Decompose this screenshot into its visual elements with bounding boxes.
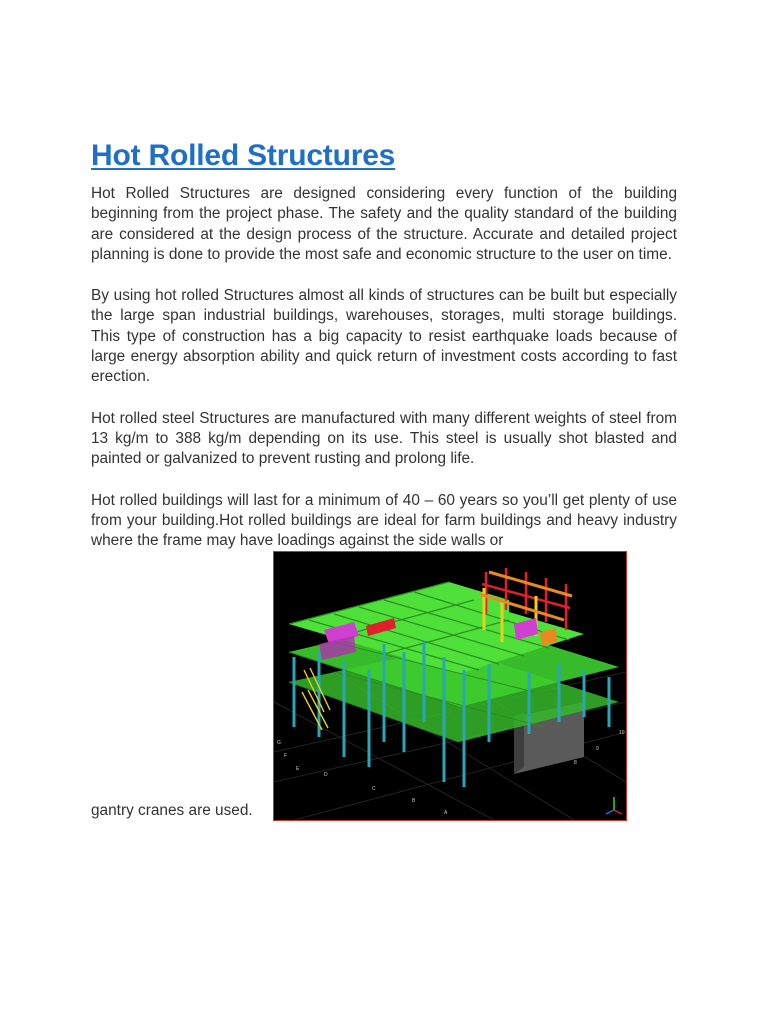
svg-text:10: 10 [619,730,625,737]
svg-text:A: A [444,810,448,817]
paragraph-1: Hot Rolled Structures are designed considering every function of the building beginning from the project phase. The safety and the quality standard of the building are considered at the design process of the structure. Accurate and detailed project planning is done to provide the most safe and economic structure to the user on time. [91,185,677,263]
paragraph-4: Hot rolled buildings will last for a minimum of 40 – 60 years so you’ll get plenty of use from your building.Hot rolled buildings are ideal for farm buildings and heavy industry where the frame may have loadings against the side walls or [91,491,677,550]
svg-text:9: 9 [596,746,599,753]
steel-frame-3d-model-image [273,551,627,821]
document-body [91,138,677,821]
figure-caption: gantry cranes are used. [91,802,253,820]
svg-text:G: G [277,740,281,747]
svg-text:D: D [324,772,328,779]
svg-text:E: E [296,766,300,773]
figure-row [91,551,677,821]
paragraph-3: Hot rolled steel Structures are manufactured with many different weights of steel from 13 kg/m to 388 kg/m depending on its use. This steel is usually shot blasted and painted or galvanized to prevent rusting and prolong life. [91,409,677,468]
paragraph-2: By using hot rolled Structures almost all kinds of structures can be built but especially the large span industrial buildings, warehouses, storages, multi storage buildings. This type of construction has a big capacity to resist earthquake loads because of large energy absorption ability and quick return of investment costs according to fast erection. [91,287,677,386]
page-title: Hot Rolled Structures [91,139,396,172]
steel-frame-3d-model-icon [274,552,626,820]
svg-text:8: 8 [574,760,577,767]
svg-text:C: C [372,786,376,793]
svg-text:B: B [412,798,416,805]
svg-text:F: F [284,753,288,760]
